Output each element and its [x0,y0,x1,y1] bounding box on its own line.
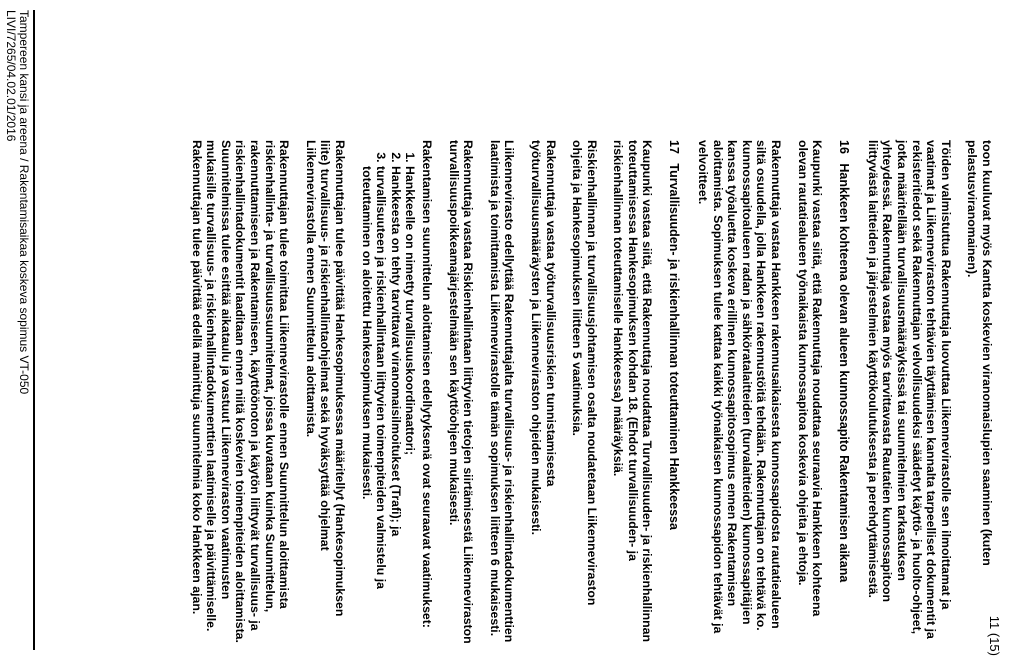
paragraph-safety-3: Rakennuttaja vastaa työturvallisuusriskien tunnistamisesta työturvallisuusmääräysten ja Liikenneviraston ohjeiden mukaisesti. [528,140,558,536]
section-title: Turvallisuuden- ja riskienhallinnan toteuttaminen Hankkeessa [667,163,682,530]
footer-divider [33,10,35,650]
list-item: 3. turvallisuuteen ja riskienhallintaan liittyvien toimenpiteiden valmistelu ja toteuttaminen on aloitettu Hankesopimuksen mukaisesti. [359,166,388,645]
section-heading-16 [836,140,851,645]
paragraph-safety-programs: Rakennuttajan tulee päivittää Hankesopimuksessa määritellyt (Hankesopimuksen liite) turvallisuus- ja riskienhallintaohjelmat sekä hyväksyttää ohjelmat Liikennevirastolla ennen Suunnittelun aloittamista. [303,140,347,617]
paragraph-safety-2: Riskienhallinnan ja turvallisuusjohtamisen osalta noudatetaan Liikenneviraston ohjeita ja Hankesopimuksen liitteen 5 vaatimuksia. [570,140,599,606]
page-number: 11 (15) [987,615,1002,656]
paragraph-requirements-intro: Rakentamisen suunnittelun aloittamisen edellytyksenä ovat seuraavat vaatimukset: [419,140,434,628]
paragraph-maintenance-2: Rakennuttaja vastaa Hankkeen rakennusaikaisesta kunnossapidosta rautatiealueen siltä osuudella, jolla Hankkeen rakennustöitä tehdään. Rakennuttajan on tehtävä ko. kunnossapitoalueen radan ja sähköratalaitteiden (turvalaitteiden) kunnossapitäjien kanssa työaluetta koskeva erillinen kunnossapitosopimus ennen Rakentamisen aloittamista. Sopimuksen tulee kattaa kaikki työnaikaisen kunnossapidon tehtävät ja velvoitteet. [696,140,784,634]
section-number: 16 [837,140,852,154]
footer-reference: LIVI/7265/04.02.01/2016 [4,10,18,142]
paragraph-safety-1: Kaupunki vastaa siitä, että Rakennuttaja noudattaa Turvallisuuden- ja riskienhallinnan toteuttamisessa Hankesopimuksen kohdan 18. (Ehdot turvallisuuden- ja riskienhallinnan toteuttamiselle Hankkeessa) määräyksiä. [611,140,655,643]
paragraph-safety-5: Rakennuttaja vastaa Riskienhallintaan liittyvien tietojen siirtämisestä Liikenneviraston turvallisuuspoikkeamajärjestelmään sen käyttöohjeen mukaisesti. [446,140,476,644]
document-body [177,140,994,645]
section-title: Hankkeen kohteena olevan alueen kunnossapito Rakentamisen aikana [837,163,852,583]
paragraph-safety-plans: Rakennuttajan tulee toimittaa Liikennevirastolle ennen Suunnittelun aloittamista riskienhallinta- ja turvallisuussuunnitelmat, joissa kuvataan kuinka Suunnittelun, rakennuttamiseen ja Rakentamiseen, käyttöönoton ja käytön liittyvät turvallisuus- ja riskienhallintadokumentit laaditaan ennen niitä koskevien toimenpiteiden aloittamista. Suunnitelmissa tulee esittää aikataulu ja vastuut Liikenneviraston vaatimusten mukaisille turvallisuus- ja riskienhallintadokumenttien laatimiselle ja päivittämiselle. Rakennuttajan tulee päivittää edellä mainittuja suunnitelmia koko Hankkeen ajan. [189,140,292,643]
footer-title: Tampereen kansi ja areena / Rakentamisaikaa koskeva sopimus VT-050 [17,10,31,395]
paragraph-continuation: toon kuuluvat myös Kantta koskevien viranomaislupien saaminen (kuten pelastusviranomainen). [965,140,994,566]
requirements-list [359,140,417,645]
section-heading-17 [667,140,682,645]
list-item: 2. Hankkeesta on tehty tarvittavat viranomaisilmoitukset (Trafi); ja [388,166,403,645]
paragraph-safety-4: Liikennevirasto edellyttää Rakennuttajalta turvallisuus- ja riskienhallintadokumenttien laatimista ja toimittamista Liikennevirastolle tämän sopimuksen liitteen 6 mukaisesti. [487,140,517,643]
page-footer [4,10,35,650]
list-item: 1. Hankkeelle on nimetty turvallisuuskoordinaattori; [403,166,418,645]
paragraph-handover: Töiden valmistuttua Rakennuttaja luovuttaa Liikennevirastolle sen ilmoittamat ja vaatimat ja Liikenneviraston tehtävien täyttämisen kannalta tarpeelliset dokumentit ja rekisteritiedot sekä Rakennuttajan velvollisuudeksi säädetyt käyttö- ja huolto-ohjeet, jotka määritellään turvallisuusmääräyksissä tai suunnitelmien tarkastuksen yhteydessä. Rakennuttaja vastaa myös tarvittavasta Rautatien kunnossapitoon liittyvästä laitteiden ja järjestelmien käyttökoulutuksesta ja perehdyttämisestä. [865,140,953,639]
paragraph-maintenance-1: Kaupunki vastaa siitä, että Rakennuttaja noudattaa seuraavia Hankkeen kohteena olevan rautatiealueen työnaikaista kunnossapitoa koskevia ohjeita ja ehtoja. [795,140,825,617]
section-number: 17 [667,140,682,154]
